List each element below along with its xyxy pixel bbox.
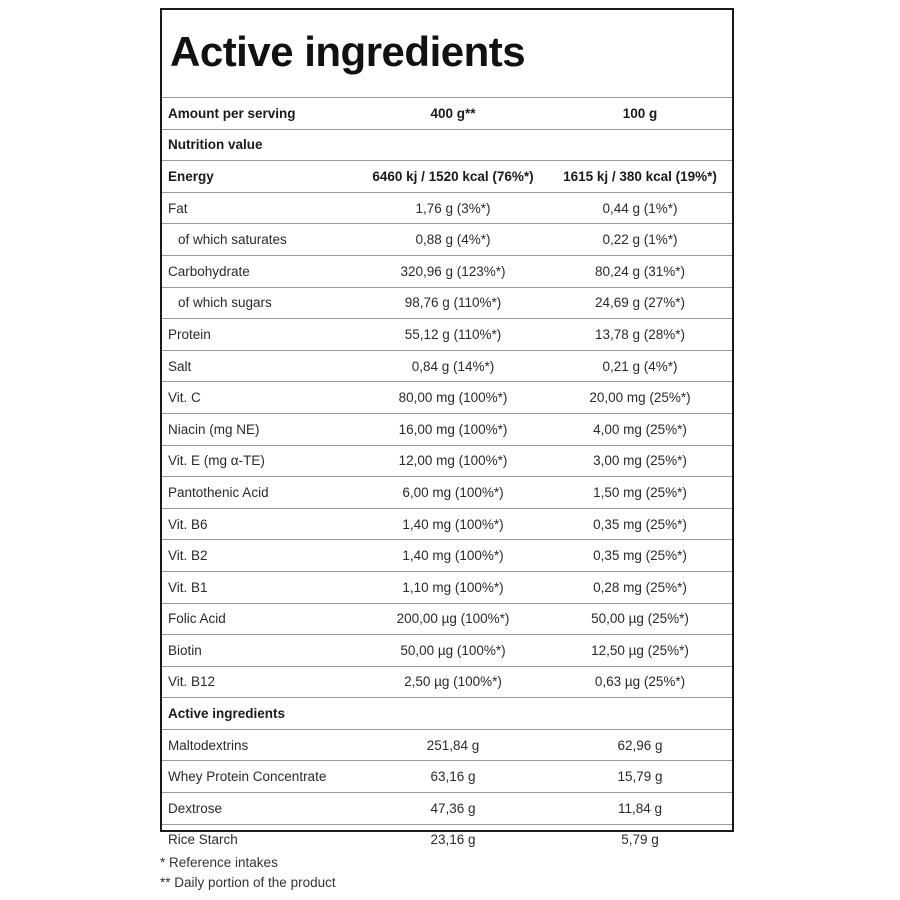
nutrition-row xyxy=(162,666,732,698)
nutrition-row xyxy=(162,571,732,603)
nutrition-row xyxy=(162,287,732,319)
row-label: Dextrose xyxy=(162,793,358,825)
row-label: Energy xyxy=(162,161,358,193)
value-400g: 1,76 g (3%*) xyxy=(358,192,548,224)
value-400g: 63,16 g xyxy=(358,761,548,793)
row-label: Vit. B12 xyxy=(162,666,358,698)
value-400g: 1,40 mg (100%*) xyxy=(358,508,548,540)
value-100g: 0,28 mg (25%*) xyxy=(548,571,732,603)
nutrition-row xyxy=(162,477,732,509)
value-400g: 6,00 mg (100%*) xyxy=(358,477,548,509)
nutrition-row xyxy=(162,192,732,224)
row-label: Vit. E (mg α-TE) xyxy=(162,445,358,477)
header-100g: 100 g xyxy=(548,98,732,129)
value-400g: 23,16 g xyxy=(430,832,476,848)
section-label: Nutrition value xyxy=(162,129,358,161)
value-100g: 15,79 g xyxy=(548,761,732,793)
value-100g: 62,96 g xyxy=(548,729,732,761)
value-400g: 200,00 µg (100%*) xyxy=(358,603,548,635)
footnote-daily-portion: ** Daily portion of the product xyxy=(160,875,336,890)
nutrition-table xyxy=(162,98,732,855)
value-400g: 12,00 mg (100%*) xyxy=(358,445,548,477)
row-label: Salt xyxy=(162,350,358,382)
value-400g: 320,96 g (123%*) xyxy=(358,255,548,287)
section-row-active-ingredients xyxy=(162,698,732,730)
row-label: Whey Protein Concentrate xyxy=(162,761,358,793)
value-100g: 12,50 µg (25%*) xyxy=(548,635,732,667)
nutrition-row xyxy=(162,413,732,445)
title-box xyxy=(162,10,732,98)
section-empty-cell xyxy=(548,129,732,161)
value-100g: 0,35 mg (25%*) xyxy=(548,508,732,540)
value-400g: 16,00 mg (100%*) xyxy=(358,413,548,445)
value-400g: 1,40 mg (100%*) xyxy=(358,540,548,572)
nutrition-row xyxy=(162,382,732,414)
value-100g: 0,21 g (4%*) xyxy=(548,350,732,382)
value-400g: 47,36 g xyxy=(358,793,548,825)
value-100g: 11,84 g xyxy=(548,793,732,825)
nutrition-row xyxy=(162,540,732,572)
value-400g: 55,12 g (110%*) xyxy=(358,319,548,351)
nutrition-table-body xyxy=(162,98,732,855)
section-empty-cell xyxy=(358,698,548,730)
row-label: Niacin (mg NE) xyxy=(162,413,358,445)
value-400g: 1,10 mg (100%*) xyxy=(358,571,548,603)
section-label: Active ingredients xyxy=(162,698,358,730)
row-label: Rice Starch xyxy=(168,832,238,848)
ingredient-row xyxy=(162,729,732,761)
value-100g: 13,78 g (28%*) xyxy=(548,319,732,351)
value-100g: 0,63 µg (25%*) xyxy=(548,666,732,698)
nutrition-row xyxy=(162,224,732,256)
value-100g: 20,00 mg (25%*) xyxy=(548,382,732,414)
row-label: Protein xyxy=(162,319,358,351)
value-400g: 2,50 µg (100%*) xyxy=(358,666,548,698)
ingredient-row xyxy=(162,824,732,855)
value-100g: 1615 kj / 380 kcal (19%*) xyxy=(548,161,732,193)
footnotes xyxy=(160,853,336,893)
row-label: Pantothenic Acid xyxy=(162,477,358,509)
page-title: Active ingredients xyxy=(170,28,526,75)
header-400g: 400 g** xyxy=(358,98,548,129)
header-label: Amount per serving xyxy=(162,98,358,129)
ingredient-row xyxy=(162,793,732,825)
nutrition-row xyxy=(162,603,732,635)
row-label: Fat xyxy=(162,192,358,224)
value-100g: 24,69 g (27%*) xyxy=(548,287,732,319)
nutrition-panel xyxy=(160,8,734,848)
value-100g: 50,00 µg (25%*) xyxy=(548,603,732,635)
value-100g: 5,79 g xyxy=(621,832,659,848)
ingredient-row xyxy=(162,761,732,793)
value-400g: 80,00 mg (100%*) xyxy=(358,382,548,414)
nutrition-row xyxy=(162,635,732,667)
row-label: Vit. B6 xyxy=(162,508,358,540)
value-100g: 1,50 mg (25%*) xyxy=(548,477,732,509)
value-400g: 98,76 g (110%*) xyxy=(358,287,548,319)
value-100g: 3,00 mg (25%*) xyxy=(548,445,732,477)
value-400g: 6460 kj / 1520 kcal (76%*) xyxy=(358,161,548,193)
value-100g: 80,24 g (31%*) xyxy=(548,255,732,287)
value-400g: 0,88 g (4%*) xyxy=(358,224,548,256)
value-100g: 4,00 mg (25%*) xyxy=(548,413,732,445)
row-label: Vit. B2 xyxy=(162,540,358,572)
row-label: Carbohydrate xyxy=(162,255,358,287)
value-100g: 0,44 g (1%*) xyxy=(548,192,732,224)
nutrition-row xyxy=(162,319,732,351)
row-label: Biotin xyxy=(162,635,358,667)
row-label: Folic Acid xyxy=(162,603,358,635)
value-100g: 0,35 mg (25%*) xyxy=(548,540,732,572)
value-400g: 0,84 g (14%*) xyxy=(358,350,548,382)
value-400g: 251,84 g xyxy=(358,729,548,761)
nutrition-row xyxy=(162,350,732,382)
row-label: Vit. B1 xyxy=(162,571,358,603)
row-label: Vit. C xyxy=(162,382,358,414)
section-empty-cell xyxy=(548,698,732,730)
nutrition-row xyxy=(162,508,732,540)
section-empty-cell xyxy=(358,129,548,161)
row-label: of which sugars xyxy=(162,287,358,319)
row-label: Maltodextrins xyxy=(162,729,358,761)
nutrition-row xyxy=(162,445,732,477)
row-label: of which saturates xyxy=(162,224,358,256)
section-row-nutrition xyxy=(162,129,732,161)
table-header-row xyxy=(162,98,732,129)
nutrition-row xyxy=(162,255,732,287)
value-400g: 50,00 µg (100%*) xyxy=(358,635,548,667)
nutrition-row xyxy=(162,161,732,193)
value-100g: 0,22 g (1%*) xyxy=(548,224,732,256)
footnote-reference-intakes: * Reference intakes xyxy=(160,855,278,870)
